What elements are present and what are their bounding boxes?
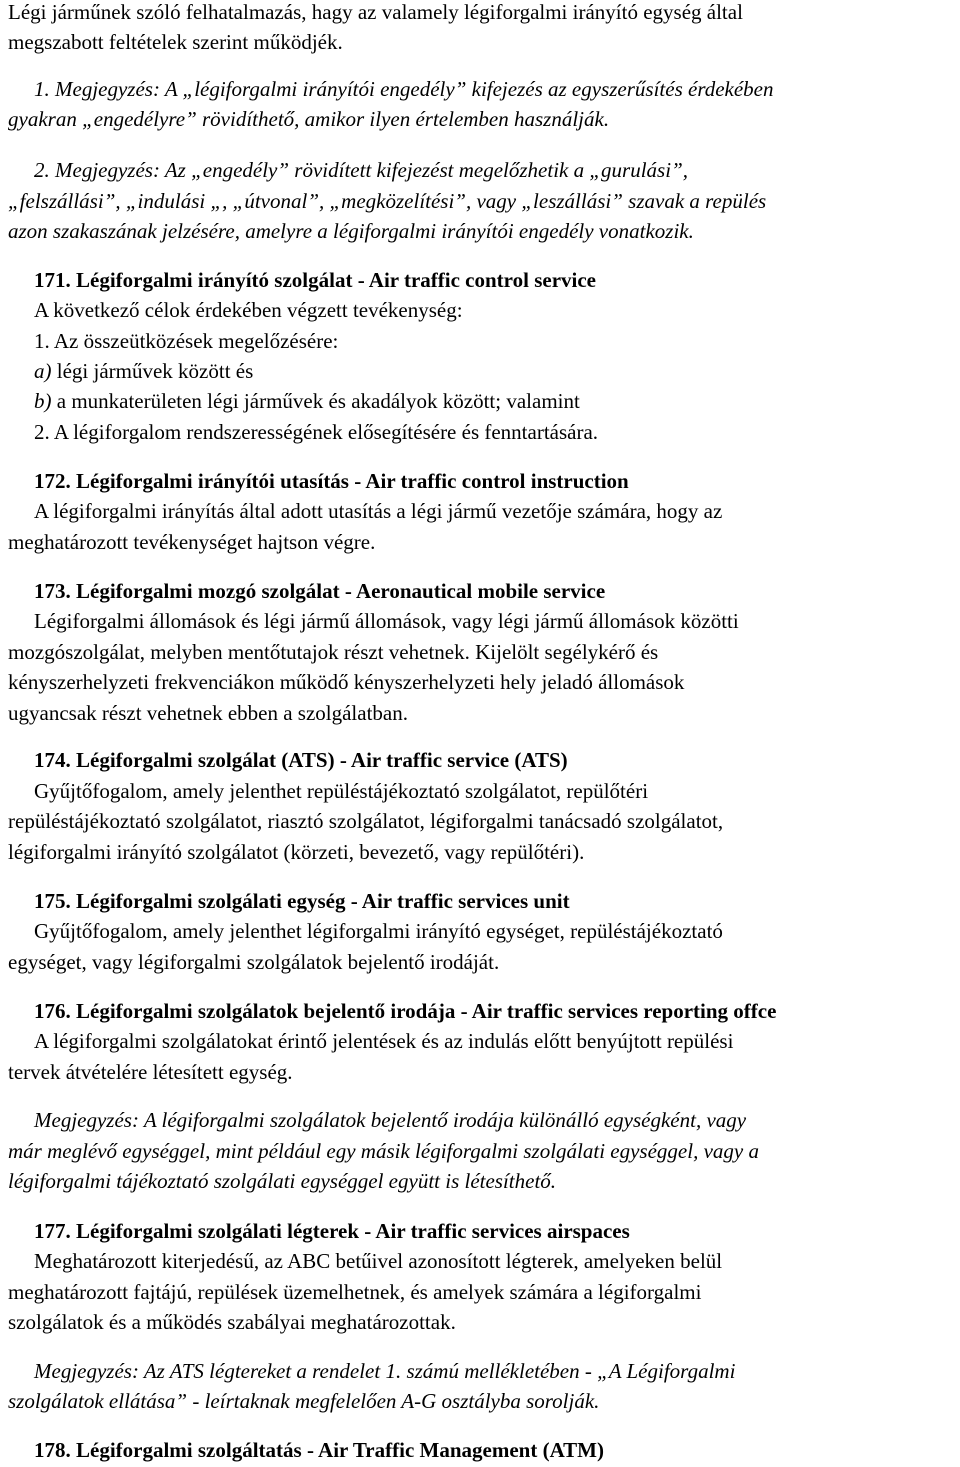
term-176-note-line-3: légiforgalmi tájékoztató szolgálati egységgel együtt is létesíthető. — [8, 1169, 557, 1193]
note2-line-2: „felszállási”, „indulási „, „útvonal”, „megközelítési”, vagy „leszállási” szavak a repülés — [8, 189, 767, 213]
term-173-line-2: mozgószolgálat, melyben mentőtutajok részt vehetnek. Kijelölt segélykérő és — [8, 640, 659, 664]
term-175-line-2: egységet, vagy légiforgalmi szolgálatok bejelentő irodáját. — [8, 950, 500, 974]
term-177-line-1: Meghatározott kiterjedésű, az ABC betűivel azonosított légterek, amelyeken belül — [34, 1249, 723, 1273]
term-172-line-1: A légiforgalmi irányítás által adott utasítás a légi jármű vezetője számára, hogy az — [34, 499, 723, 523]
term-177-line-2: meghatározott fajtájú, repülések üzemelhetnek, és amelyek számára a légiforgalmi — [8, 1280, 702, 1304]
intro-line-1: Légi járműnek szóló felhatalmazás, hagy az valamely légiforgalmi irányító egység által — [8, 0, 743, 24]
term-173-line-4: ugyancsak részt vehetnek ebben a szolgálatban. — [8, 701, 408, 725]
term-176-heading: 176. Légiforgalmi szolgálatok bejelentő irodája - Air traffic services reporting offce — [34, 999, 777, 1023]
term-173-line-3: kényszerhelyzeti frekvenciákon működő kényszerhelyzeti hely jeladó állomások — [8, 670, 685, 694]
term-171-line-1: A következő célok érdekében végzett tevékenység: — [34, 298, 463, 322]
term-177-line-3: szolgálatok és a működés szabályai meghatározottak. — [8, 1310, 456, 1334]
term-176-note-line-2: már meglévő egységgel, mint például egy másik légiforgalmi szolgálati egységgel, vagy a — [8, 1139, 759, 1163]
term-176-line-2: tervek átvételére létesített egység. — [8, 1060, 293, 1084]
term-177-heading: 177. Légiforgalmi szolgálati légterek - Air traffic services airspaces — [34, 1219, 630, 1243]
item-a-text: légi járművek között és — [51, 359, 254, 383]
term-177-note-line-1: Megjegyzés: Az ATS légtereket a rendelet 1. számú mellékletében - „A Légiforgalmi — [34, 1359, 736, 1383]
term-178-heading: 178. Légiforgalmi szolgáltatás - Air Traffic Management (ATM) — [34, 1438, 604, 1462]
term-174-line-2: repüléstájékoztató szolgálatot, riasztó szolgálatot, légiforgalmi tanácsadó szolgálatot, — [8, 809, 724, 833]
note2-line-3: azon szakaszának jelzésére, amelyre a légiforgalmi irányítói engedély vonatkozik. — [8, 219, 694, 243]
note1-line-2: gyakran „engedélyre” rövidíthető, amikor ilyen értelemben használják. — [8, 107, 610, 131]
note2-line-1: 2. Megjegyzés: Az „engedély” rövidített kifejezést megelőzhetik a „gurulási”, — [34, 158, 688, 182]
term-175-line-1: Gyűjtőfogalom, amely jelenthet légiforgalmi irányító egységet, repüléstájékoztató — [34, 919, 723, 943]
term-173-heading: 173. Légiforgalmi mozgó szolgálat - Aeronautical mobile service — [34, 579, 606, 603]
term-177-note-line-2: szolgálatok ellátása” - leírtaknak megfelelően A-G osztályba sorolják. — [8, 1389, 600, 1413]
term-175-heading: 175. Légiforgalmi szolgálati egység - Air traffic services unit — [34, 889, 570, 913]
intro-line-2: megszabott feltételek szerint működjék. — [8, 30, 343, 54]
term-171-line-3 — [34, 356, 253, 386]
note1-line-1: 1. Megjegyzés: A „légiforgalmi irányítói engedély” kifejezés az egyszerűsítés érdekében — [34, 77, 774, 101]
term-174-heading: 174. Légiforgalmi szolgálat (ATS) - Air traffic service (ATS) — [34, 748, 568, 772]
term-176-line-1: A légiforgalmi szolgálatokat érintő jelentések és az indulás előtt benyújtott repülési — [34, 1029, 734, 1053]
term-173-line-1: Légiforgalmi állomások és légi jármű állomások, vagy légi jármű állomások közötti — [34, 609, 739, 633]
term-171-heading: 171. Légiforgalmi irányító szolgálat - Air traffic control service — [34, 268, 596, 292]
term-171-line-5: 2. A légiforgalom rendszerességének elősegítésére és fenntartására. — [34, 420, 599, 444]
term-176-note-line-1: Megjegyzés: A légiforgalmi szolgálatok bejelentő irodája különálló egységként, vagy — [34, 1108, 747, 1132]
item-b-label: b) — [34, 389, 52, 413]
term-174-line-1: Gyűjtőfogalom, amely jelenthet repüléstájékoztató szolgálatot, repülőtéri — [34, 779, 649, 803]
term-174-line-3: légiforgalmi irányító szolgálatot (körzeti, bevezető, vagy repülőtéri). — [8, 840, 585, 864]
term-172-line-2: meghatározott tevékenységet hajtson végre. — [8, 530, 376, 554]
item-a-label: a) — [34, 359, 52, 383]
term-171-line-4 — [34, 386, 580, 416]
term-172-heading: 172. Légiforgalmi irányítói utasítás - Air traffic control instruction — [34, 469, 629, 493]
item-b-text: a munkaterületen légi járművek és akadályok között; valamint — [51, 389, 580, 413]
term-171-line-2: 1. Az összeütközések megelőzésére: — [34, 329, 339, 353]
